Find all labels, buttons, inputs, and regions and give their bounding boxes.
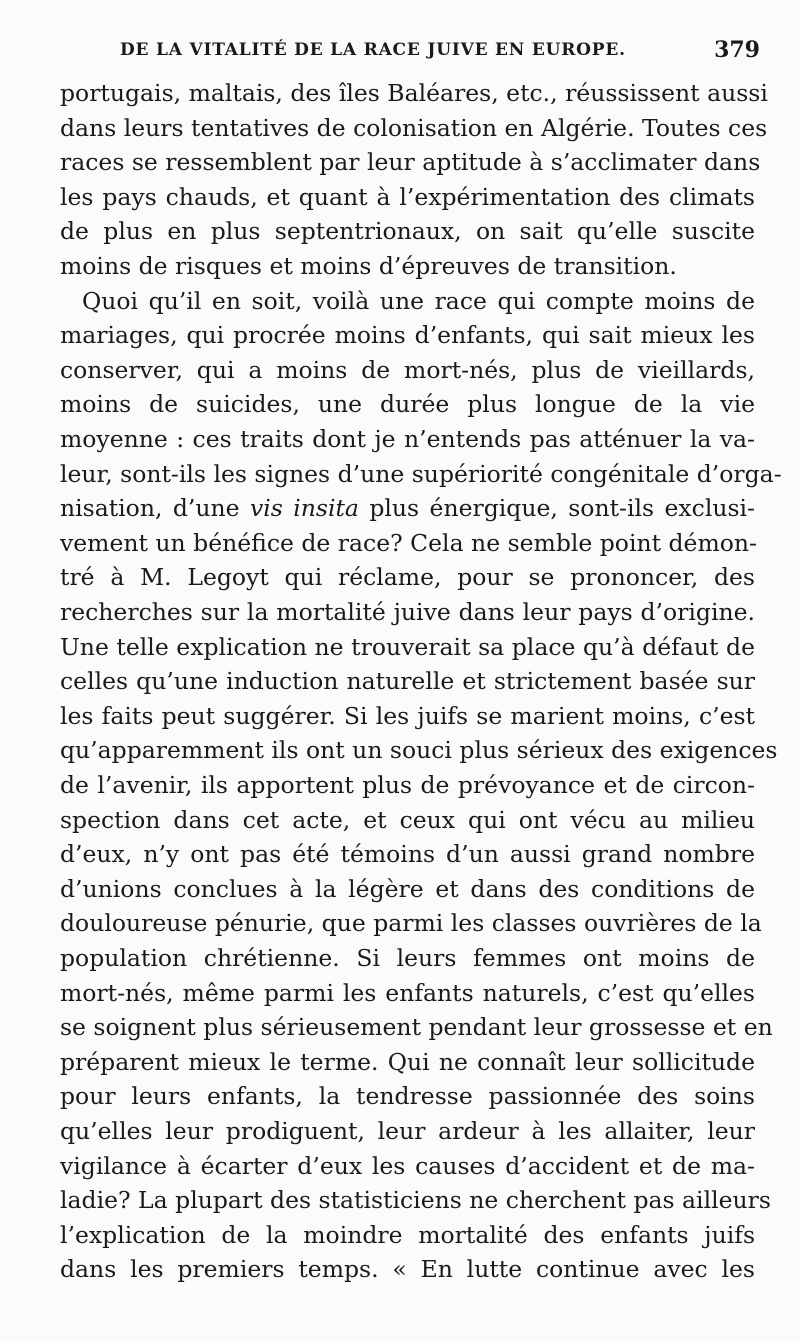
text-line: spection dans cet acte, et ceux qui ont vécu au milieu xyxy=(60,805,755,834)
page-number: 379 xyxy=(714,37,760,63)
text-line: de l’avenir, ils apportent plus de prévoyance et de circon- xyxy=(60,771,755,799)
text-line: douloureuse pénurie, que parmi les classes ouvrières de la xyxy=(60,909,762,938)
text-line: ladie? La plupart des statisticiens ne cherchent pas ailleurs xyxy=(60,1186,771,1215)
text-line: recherches sur la mortalité juive dans leur pays d’origine. xyxy=(60,598,755,626)
text-line: se soignent plus sérieusement pendant leur grossesse et en xyxy=(60,1013,773,1042)
text-line: moins de risques et moins d’épreuves de transition. xyxy=(60,252,677,280)
text-segment: plus énergique, sont-ils exclusi- xyxy=(358,494,755,523)
text-line: races se ressemblent par leur aptitude à s’acclimater dans xyxy=(60,148,761,177)
text-line: leur, sont-ils les signes d’une supériorité congénitale d’orga- xyxy=(60,459,782,488)
text-line: mort-nés, même parmi les enfants naturels, c’est qu’elles xyxy=(60,978,755,1007)
text-line: pour leurs enfants, la tendresse passionnée des soins xyxy=(60,1082,755,1111)
text-line: vigilance à écarter d’eux les causes d’accident et de ma- xyxy=(60,1151,755,1180)
text-line: portugais, maltais, des îles Baléares, etc., réussissent aussi xyxy=(60,79,768,107)
text-line: d’eux, n’y ont pas été témoins d’un aussi grand nombre xyxy=(60,840,755,869)
text-line: qu’elles leur prodiguent, leur ardeur à les allaiter, leur xyxy=(60,1117,755,1145)
text-segment: nisation, d’une xyxy=(60,494,250,523)
text-line: d’unions conclues à la légère et dans des conditions de xyxy=(60,874,755,903)
text-line: dans leurs tentatives de colonisation en Algérie. Toutes ces xyxy=(60,113,768,142)
text-line: qu’apparemment ils ont un souci plus sérieux des exigences xyxy=(60,736,778,765)
text-line: conserver, qui a moins de mort-nés, plus de vieillards, xyxy=(60,355,755,384)
text-line: préparent mieux le terme. Qui ne connaît leur sollicitude xyxy=(60,1047,755,1076)
text-line: population chrétienne. Si leurs femmes ont moins de xyxy=(60,944,755,972)
italic-phrase: vis insita xyxy=(249,494,359,523)
text-line: les pays chauds, et quant à l’expérimentation des climats xyxy=(60,182,755,211)
text-line: l’explication de la moindre mortalité des enfants juifs xyxy=(60,1220,755,1249)
text-line: dans les premiers temps. « En lutte continue avec les xyxy=(60,1255,755,1284)
text-line: Une telle explication ne trouverait sa place qu’à défaut de xyxy=(60,632,755,661)
page-header xyxy=(120,37,760,70)
text-line xyxy=(60,491,755,526)
text-line: les faits peut suggérer. Si les juifs se marient moins, c’est xyxy=(60,701,755,730)
text-line: tré à M. Legoyt qui réclame, pour se prononcer, des xyxy=(60,563,755,592)
running-title: DE LA VITALITÉ DE LA RACE JUIVE EN EUROPE. xyxy=(120,40,626,60)
text-line: de plus en plus septentrionaux, on sait qu’elle suscite xyxy=(60,217,755,246)
text-line: celles qu’une induction naturelle et strictement basée sur xyxy=(60,667,755,696)
text-line: vement un bénéfice de race? Cela ne semble point démon- xyxy=(60,528,757,557)
text-line: mariages, qui procrée moins d’enfants, qui sait mieux les xyxy=(60,321,755,350)
text-line: moins de suicides, une durée plus longue de la vie xyxy=(60,390,755,419)
text-line: Quoi qu’il en soit, voilà une race qui compte moins de xyxy=(82,286,755,315)
text-line: moyenne : ces traits dont je n’entends pas atténuer la va- xyxy=(60,425,755,453)
